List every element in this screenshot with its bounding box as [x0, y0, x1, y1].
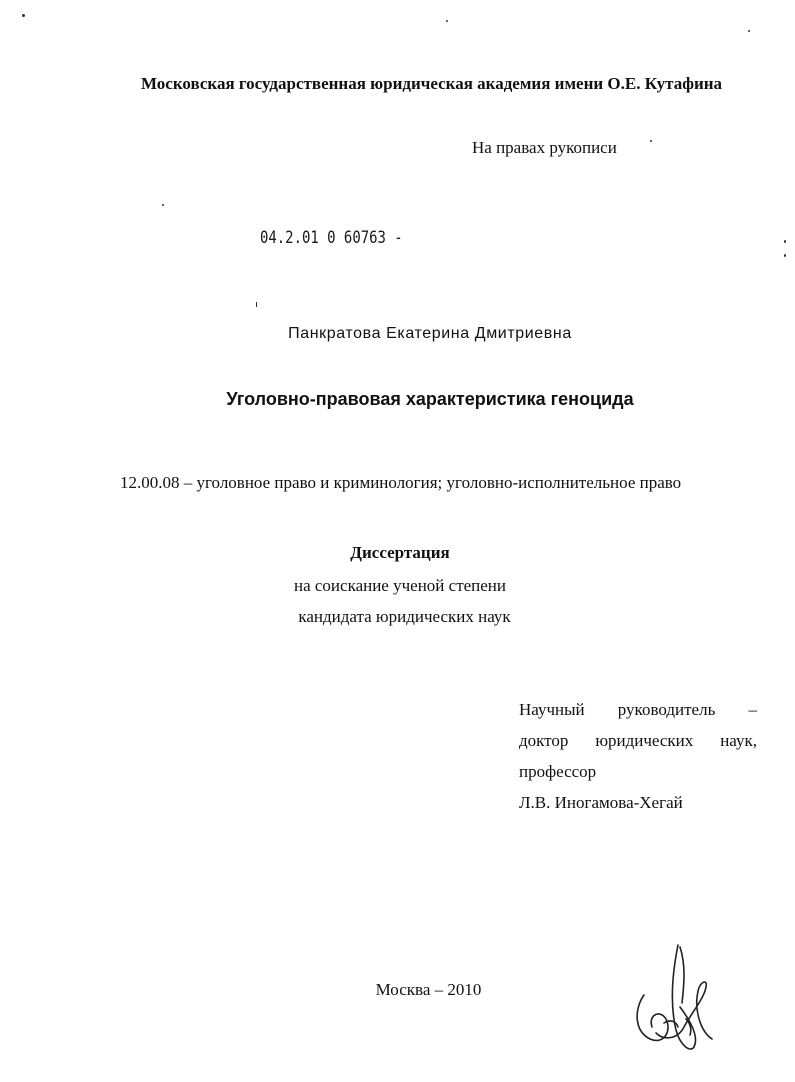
- scan-speck: [784, 254, 786, 257]
- handwritten-signature-icon: [620, 935, 730, 1065]
- degree-line-2: кандидата юридических наук: [298, 607, 511, 626]
- supervisor-role: [519, 700, 757, 731]
- specialty-code: 12.00.08 – уголовное право и криминология; уголовно-исполнительное право: [120, 473, 682, 492]
- dissertation-title: Уголовно-правовая характеристика геноцида: [226, 389, 634, 409]
- supervisor-degree: [519, 731, 757, 762]
- supervisor-degree-word: доктор: [519, 731, 569, 750]
- scan-speck: [748, 30, 750, 32]
- institution-name: Московская государственная юридическая академия имени О.Е. Кутафина: [140, 74, 723, 93]
- scan-speck: [446, 20, 448, 22]
- scan-speck: [22, 14, 25, 17]
- supervisor-name: Л.В. Иногамова-Хегай: [519, 793, 683, 812]
- supervisor-role-dash: –: [748, 700, 757, 719]
- supervisor-role-word: руководитель: [617, 700, 716, 719]
- supervisor-block: [519, 700, 757, 824]
- supervisor-degree-word: наук,: [720, 731, 757, 750]
- supervisor-role-word: Научный: [519, 700, 585, 719]
- registry-number: 04.2.01 0 60763 -: [260, 228, 403, 248]
- scan-speck: [784, 240, 786, 243]
- scan-speck: [650, 140, 652, 142]
- supervisor-degree-word: юридических: [595, 731, 694, 750]
- dissertation-label: Диссертация: [350, 543, 450, 562]
- rights-note: На правах рукописи: [472, 138, 617, 157]
- degree-line-1: на соискание ученой степени: [293, 576, 507, 595]
- scan-speck: [162, 204, 164, 206]
- scan-speck: [256, 302, 257, 307]
- author-name: Панкратова Екатерина Дмитриевна: [288, 325, 572, 342]
- supervisor-rank: профессор: [519, 762, 597, 781]
- city-year: Москва – 2010: [375, 980, 482, 999]
